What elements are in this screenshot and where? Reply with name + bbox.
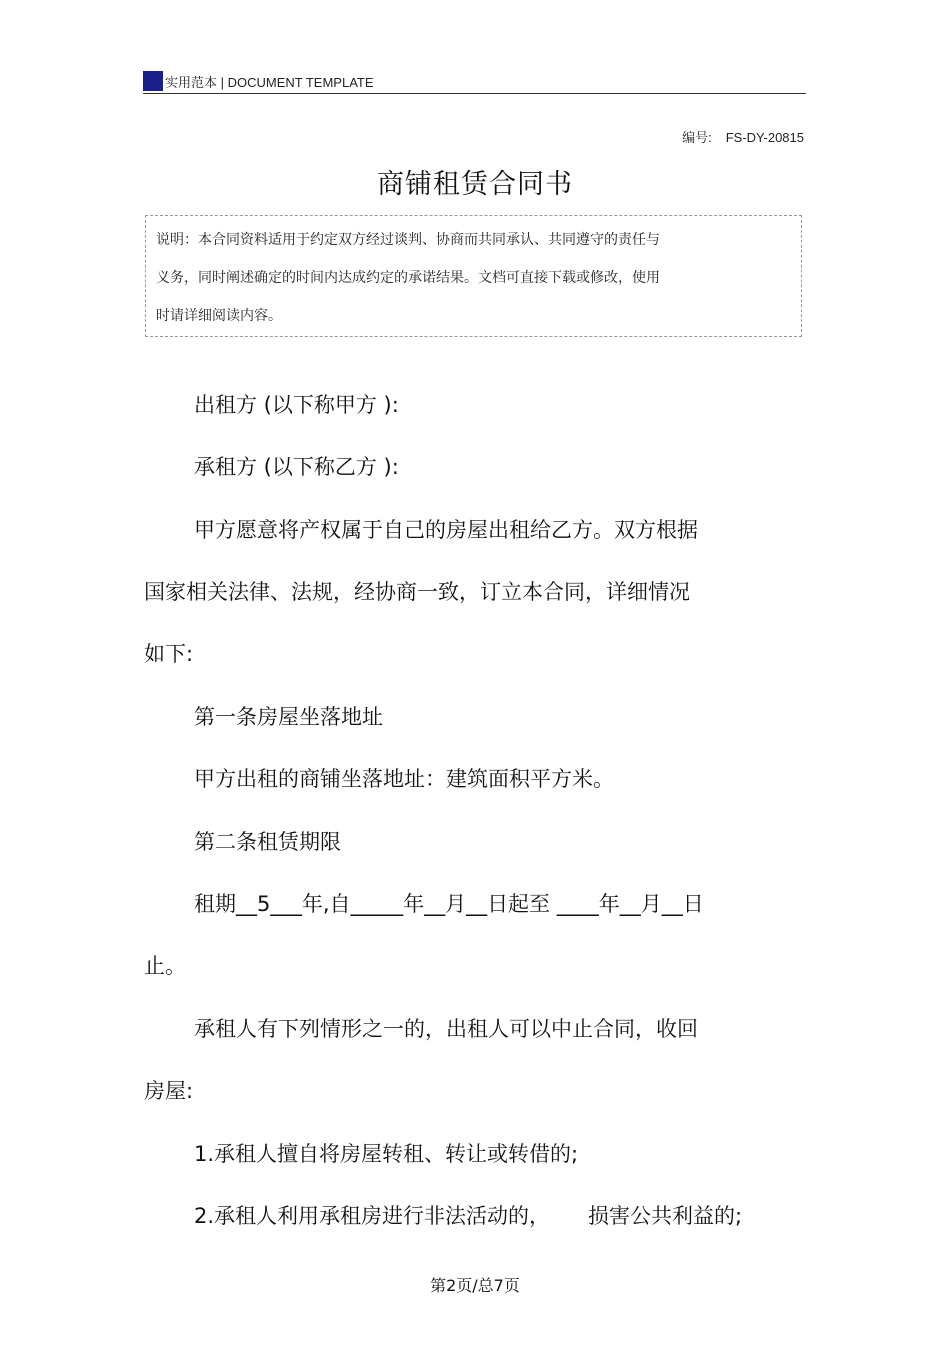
note-line: 时请详细阅读内容。 xyxy=(156,308,282,324)
article1-text: 甲方出租的商铺坐落地址：建筑面积平方米。 xyxy=(194,767,614,791)
page-header xyxy=(143,68,806,94)
note-line: 义务，同时阐述确定的时间内达成约定的承诺结果。文档可直接下载或修改，使用 xyxy=(156,270,660,286)
article1-title: 第一条房屋坐落地址 xyxy=(194,705,383,729)
lease-term-end: 止。 xyxy=(144,954,186,978)
term-text: 日起至 xyxy=(487,892,557,916)
intro-paragraph-line: 甲方愿意将产权属于自己的房屋出租给乙方。双方根据 xyxy=(194,518,698,542)
document-number-label: 编号: xyxy=(682,130,712,145)
end-day-blank: __ xyxy=(661,892,683,916)
term-text: 年 xyxy=(403,892,425,916)
note-box xyxy=(145,215,802,337)
term-text: 年,自 xyxy=(301,892,351,916)
start-day-blank: __ xyxy=(466,892,488,916)
item2-part-a: 2.承租人利用承租房进行非法活动的， xyxy=(194,1204,551,1228)
lessee-line: 承租方 (以下称乙方 ): xyxy=(194,455,399,479)
term-text: 租期 xyxy=(194,892,236,916)
document-number xyxy=(682,127,804,146)
article2-title: 第二条租赁期限 xyxy=(194,830,341,854)
termination-paragraph-line: 房屋: xyxy=(144,1079,194,1103)
page-footer: 第2页/总7页 xyxy=(430,1276,520,1295)
end-year-blank: ____ xyxy=(556,892,599,916)
term-text: 月 xyxy=(640,892,662,916)
logo-block xyxy=(143,71,163,91)
lessor-line: 出租方 (以下称甲方 ): xyxy=(194,393,399,417)
term-text: 日 xyxy=(682,892,704,916)
lease-term-line xyxy=(194,889,704,919)
termination-item-2 xyxy=(194,1201,742,1231)
termination-paragraph-line: 承租人有下列情形之一的，出租人可以中止合同，收回 xyxy=(194,1017,698,1041)
item2-part-b: 损害公共利益的; xyxy=(588,1204,743,1228)
document-title: 商铺租赁合同书 xyxy=(377,169,573,200)
document-number-value: FS-DY-20815 xyxy=(725,130,804,145)
note-line: 说明：本合同资料适用于约定双方经过谈判、协商而共同承认、共同遵守的责任与 xyxy=(156,232,660,248)
term-text: 月 xyxy=(445,892,467,916)
intro-paragraph-line: 国家相关法律、法规，经协商一致，订立本合同，详细情况 xyxy=(144,580,690,604)
start-year-blank: _____ xyxy=(350,892,404,916)
termination-item-1: 1.承租人擅自将房屋转租、转让或转借的; xyxy=(194,1142,579,1166)
start-month-blank: __ xyxy=(424,892,446,916)
end-month-blank: __ xyxy=(619,892,641,916)
term-years-blank: __5___ xyxy=(236,892,302,916)
term-text: 年 xyxy=(598,892,620,916)
intro-paragraph-line: 如下: xyxy=(144,642,194,666)
header-text: 实用范本 | DOCUMENT TEMPLATE xyxy=(165,75,374,90)
